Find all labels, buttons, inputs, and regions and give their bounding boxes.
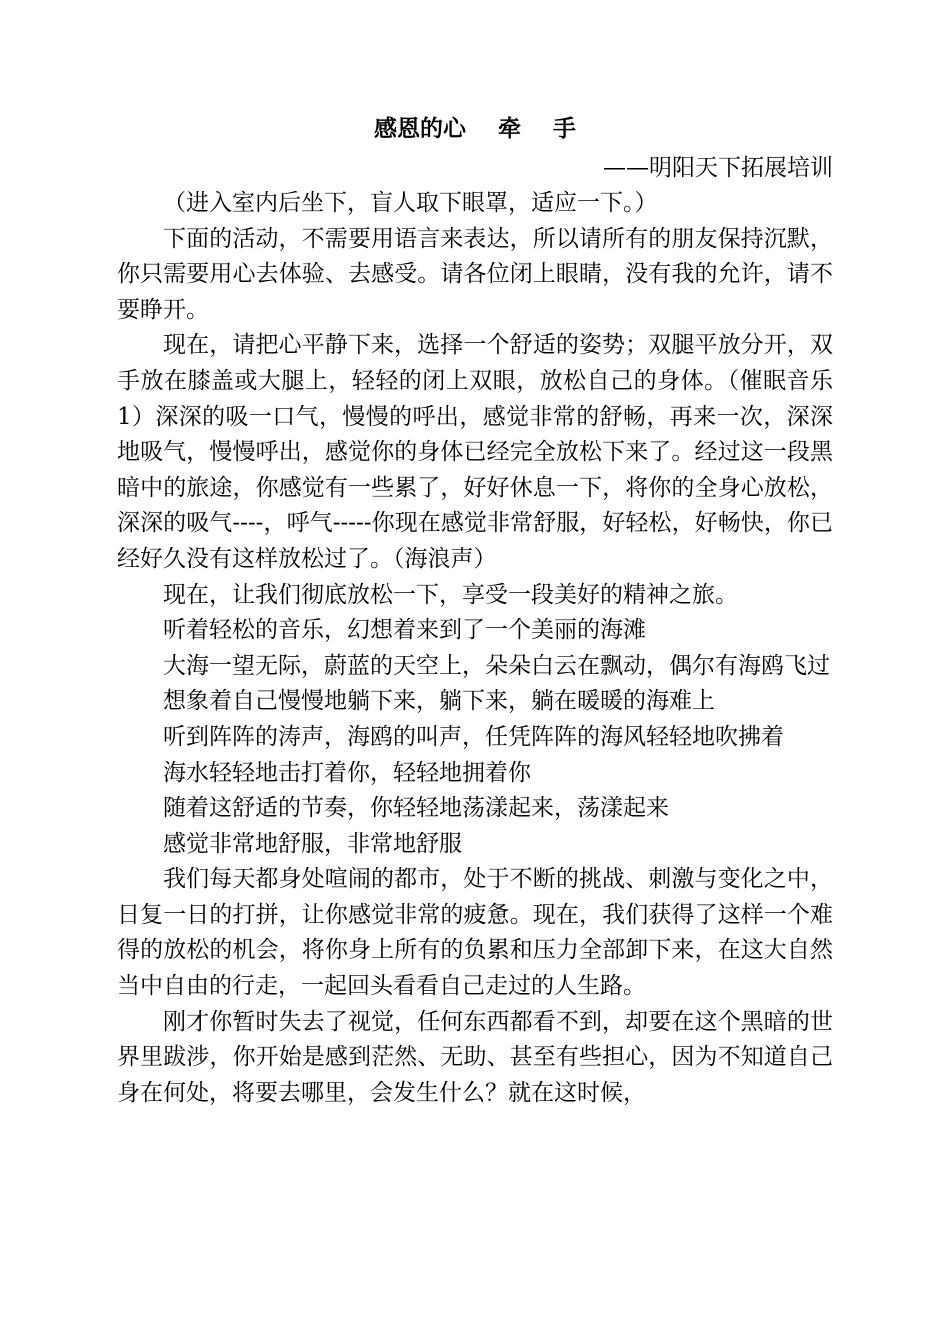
paragraph: 刚才你暂时失去了视觉，任何东西都看不到，却要在这个黑暗的世界里跋涉，你开始是感到茫然、无助、甚至有些担心，因为不知道自己身在何处，将要去哪里，会发生什么？就在这时候， (117, 1008, 833, 1106)
paragraph: 海水轻轻地击打着你，轻轻地拥着你 (163, 759, 531, 786)
paragraph: 听着轻松的音乐，幻想着来到了一个美丽的海滩 (163, 617, 646, 644)
paragraph: 随着这舒适的节奏，你轻轻地荡漾起来，荡漾起来 (163, 795, 669, 822)
document-title: 感恩的心 牵 手 (373, 115, 577, 142)
paragraph: （进入室内后坐下，盲人取下眼罩，适应一下。） (163, 190, 658, 216)
paragraph: 我们每天都身处喧闹的都市，处于不断的挑战、刺激与变化之中，日复一日的打拼，让你感觉非常的疲惫。现在，我们获得了这样一个难得的放松的机会，将你身上所有的负累和压力全部卸下来，在这大自然当中自由的行走，一起回头看看自己走过的人生路。 (117, 866, 833, 1000)
document-page (117, 108, 833, 1111)
paragraph: 想象着自己慢慢地躺下来，躺下来，躺在暖暖的海难上 (163, 688, 715, 715)
document-subtitle: ——明阳天下拓展培训 (603, 155, 833, 181)
paragraph: 下面的活动，不需要用语言来表达，所以请所有的朋友保持沉默，你只需要用心去体验、去感受。请各位闭上眼睛，没有我的允许，请不要睁开。 (117, 225, 833, 323)
paragraph: 现在，请把心平静下来，选择一个舒适的姿势；双腿平放分开，双手放在膝盖或大腿上，轻轻的闭上双眼，放松自己的身体。（催眠音乐1）深深的吸一口气，慢慢的呼出，感觉非常的舒畅，再来一次，深深地吸气，慢慢呼出，感觉你的身体已经完全放松下来了。经过这一段黑暗中的旅途，你感觉有一些累了，好好休息一下，将你的全身心放松，深深的吸气----，呼气-----你现在感觉非常舒服，好轻松，好畅快，你已经好久没有这样放松过了。（海浪声） (117, 332, 833, 572)
document-body (117, 186, 833, 1111)
paragraph: 听到阵阵的涛声，海鸥的叫声，任凭阵阵的海风轻轻地吹拂着 (163, 723, 784, 750)
paragraph: 现在，让我们彻底放松一下，享受一段美好的精神之旅。 (163, 581, 738, 608)
paragraph: 大海一望无际，蔚蓝的天空上，朵朵白云在飘动，偶尔有海鸥飞过 (163, 652, 830, 679)
paragraph: 感觉非常地舒服，非常地舒服 (163, 830, 462, 857)
